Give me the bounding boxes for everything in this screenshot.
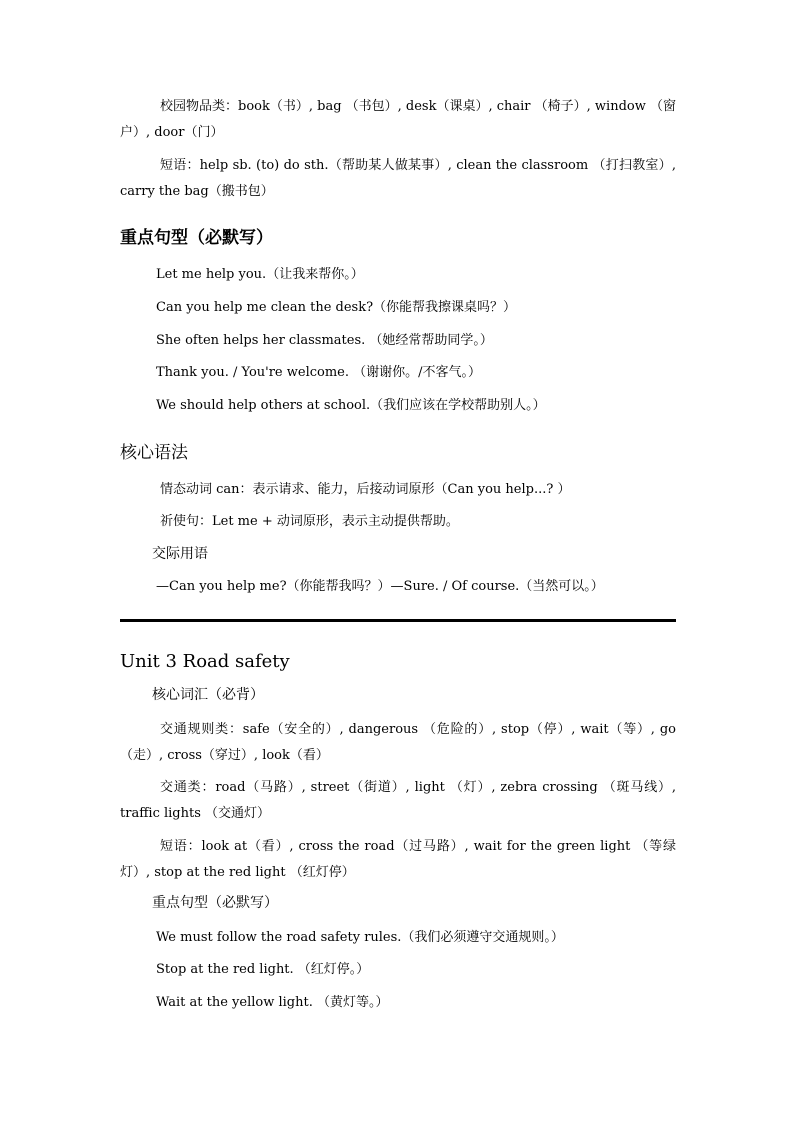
phrases-paragraph: 短语：help sb. (to) do sth.（帮助某人做某事）, clean the classroom （打扫教室）, carry the bag（搬书包） bbox=[120, 158, 676, 199]
grammar-line: 情态动词 can：表示请求、能力，后接动词原形（Can you help...? ） bbox=[160, 482, 571, 497]
vocab-heading: 核心词汇（必背） bbox=[152, 687, 264, 703]
sentence-line: Thank you. / You're welcome. （谢谢你。/不客气。） bbox=[156, 365, 482, 380]
grammar-heading: 核心语法 bbox=[120, 443, 188, 463]
grammar-line: 祈使句：Let me + 动词原形，表示主动提供帮助。 bbox=[160, 514, 459, 529]
communication-heading: 交际用语 bbox=[152, 546, 208, 562]
traffic-rules-paragraph: 交通规则类：safe（安全的）, dangerous （危险的）, stop（停）, wait（等）, go（走）, cross（穿过）, look（看） bbox=[120, 722, 676, 763]
sentence-line: We must follow the road safety rules.（我们必须遵守交通规则。） bbox=[156, 930, 564, 945]
unit3-key-sentences-heading: 重点句型（必默写） bbox=[152, 895, 278, 911]
section-divider bbox=[120, 619, 676, 622]
traffic-paragraph: 交通类：road（马路）, street（街道）, light （灯）, zebra crossing （斑马线）, traffic lights （交通灯） bbox=[120, 780, 676, 821]
unit-title: Unit 3 Road safety bbox=[120, 651, 290, 672]
sentence-line: She often helps her classmates. （她经常帮助同学。） bbox=[156, 333, 493, 348]
sentence-line: We should help others at school.（我们应该在学校帮助别人。） bbox=[156, 398, 546, 413]
sentence-line: Let me help you.（让我来帮你。） bbox=[156, 267, 364, 282]
communication-line: —Can you help me?（你能帮我吗？）—Sure. / Of course.（当然可以。） bbox=[156, 579, 604, 594]
sentence-line: Wait at the yellow light. （黄灯等。） bbox=[156, 995, 389, 1010]
sentence-line: Can you help me clean the desk?（你能帮我擦课桌吗？） bbox=[156, 300, 517, 315]
key-sentences-heading: 重点句型（必默写） bbox=[120, 228, 273, 248]
school-items-paragraph: 校园物品类：book（书）, bag （书包）, desk（课桌）, chair （椅子）, window （窗户）, door（门） bbox=[120, 99, 676, 140]
sentence-line: Stop at the red light. （红灯停。） bbox=[156, 962, 370, 977]
unit3-phrases-paragraph: 短语：look at（看）, cross the road（过马路）, wait for the green light （等绿灯）, stop at the red light （红灯停） bbox=[120, 839, 676, 880]
